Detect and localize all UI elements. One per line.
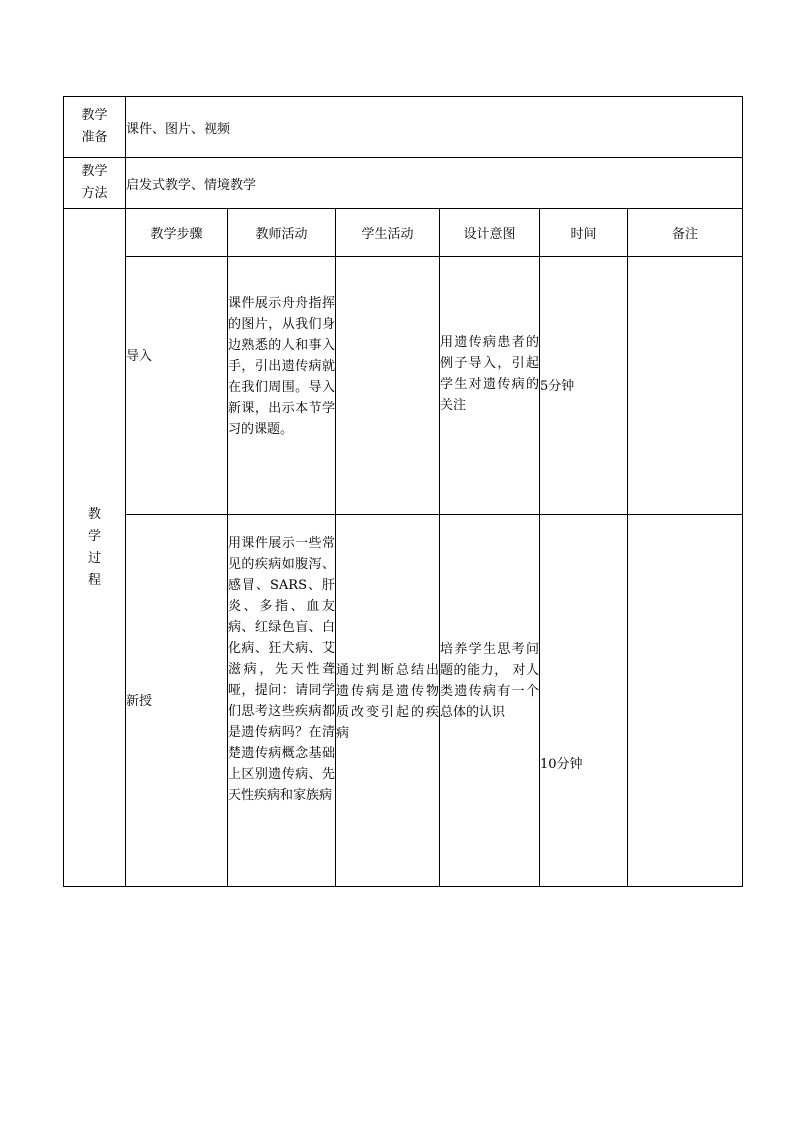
- student-activity: [336, 257, 440, 515]
- method-label: 教学 方法: [64, 158, 126, 209]
- header-time: 时间: [540, 209, 628, 257]
- prep-row: [64, 97, 743, 158]
- note-value: [628, 515, 743, 887]
- teacher-activity: 课件展示舟舟指挥的图片，从我们身边熟悉的人和事入手，引出遗传病就在我们周围。导入新课，出示本节学习的课题。: [228, 257, 336, 515]
- process-label: 教 学 过 程: [64, 209, 126, 887]
- header-teacher-activity: 教师活动: [228, 209, 336, 257]
- method-value: 启发式教学、情境教学: [126, 158, 743, 209]
- header-step: 教学步骤: [126, 209, 228, 257]
- method-row: [64, 158, 743, 209]
- header-student-activity: 学生活动: [336, 209, 440, 257]
- lesson-plan-table: [63, 96, 743, 887]
- prep-label: 教学 准备: [64, 97, 126, 158]
- time-value: 10分钟: [540, 515, 628, 887]
- student-activity: 通过判断总结出遗传病是遗传物质改变引起的疾病: [336, 515, 440, 887]
- step-name: 新授: [126, 515, 228, 887]
- prep-value: 课件、图片、视频: [126, 97, 743, 158]
- step-name: 导入: [126, 257, 228, 515]
- note-value: [628, 257, 743, 515]
- header-design-intent: 设计意图: [440, 209, 540, 257]
- table-row: [64, 257, 743, 515]
- design-intent: 用遗传病患者的例子导入，引起学生对遗传病的关注: [440, 257, 540, 515]
- time-value: 5分钟: [540, 257, 628, 515]
- teacher-activity: 用课件展示一些常见的疾病如腹泻、感冒、SARS、肝炎、多指、血友病、红绿色盲、白化病、狂犬病、艾滋病，先天性聋哑，提问：请同学们思考这些疾病都是遗传病吗？在清楚遗传病概念基础上区别遗传病、先天性疾病和家族病: [228, 515, 336, 887]
- design-intent: 培养学生思考问题的能力， 对人类遗传病有一个总体的认识: [440, 515, 540, 887]
- process-header-row: [64, 209, 743, 257]
- table-row: [64, 515, 743, 887]
- header-note: 备注: [628, 209, 743, 257]
